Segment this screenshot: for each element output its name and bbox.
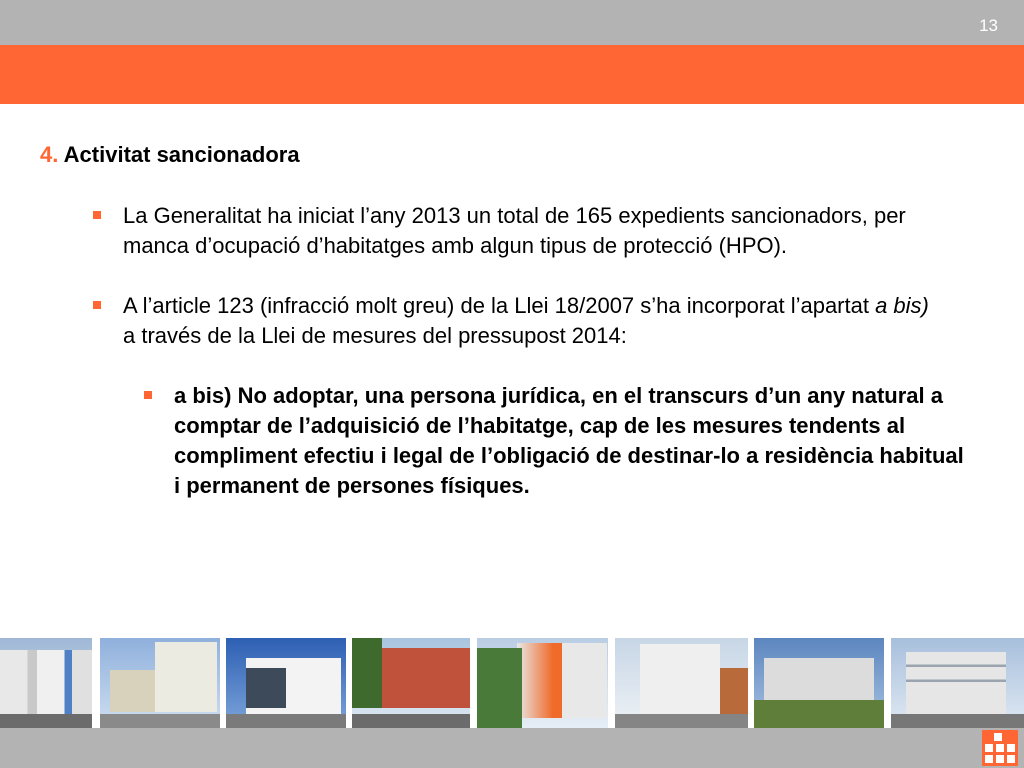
- section-number: 4.: [40, 142, 59, 167]
- slide-content: [40, 140, 980, 501]
- building-photo: [754, 638, 884, 728]
- orange-header-band: [0, 45, 1024, 104]
- building-photo-strip: [0, 638, 1024, 728]
- square-bullet-icon: [93, 301, 101, 309]
- sub-bullet-item: [174, 381, 974, 501]
- bullet-text: La Generalitat ha iniciat l’any 2013 un total de 165 expedients sancionadors, per manca d’ocupació d’habitatges amb algun tipus de protecció (HPO).: [123, 203, 906, 258]
- bullet-text-pre: A l’article 123 (infracció molt greu) de la Llei 18/2007 s’ha incorporat l’apartat: [123, 293, 876, 318]
- sub-bullet-text: a bis) No adoptar, una persona jurídica, en el transcurs d’un any natural a comptar de l’adquisició de l’habitatge, cap de les mesures tendents al compliment efectiu i legal de l’obligació de destinar-lo a residència habitual i permanent de persones físiques.: [174, 383, 964, 498]
- bottom-bar: [0, 728, 1024, 768]
- generalitat-logo-icon: [982, 730, 1018, 766]
- building-photo: [477, 638, 608, 728]
- square-bullet-icon: [144, 391, 152, 399]
- building-photo: [352, 638, 470, 728]
- bullet-text-italic: a bis): [875, 293, 929, 318]
- bullet-item: [123, 291, 943, 351]
- top-bar: [0, 0, 1024, 45]
- section-heading: [40, 140, 980, 170]
- section-title: Activitat sancionadora: [63, 142, 300, 167]
- building-photo: [615, 638, 748, 728]
- bullet-item: [123, 201, 923, 261]
- building-photo: [100, 638, 220, 728]
- building-photo: [0, 638, 92, 728]
- page-number: 13: [979, 16, 998, 35]
- building-photo: [891, 638, 1024, 728]
- building-photo: [226, 638, 346, 728]
- square-bullet-icon: [93, 211, 101, 219]
- bullet-text-post: a través de la Llei de mesures del pressupost 2014:: [123, 323, 627, 348]
